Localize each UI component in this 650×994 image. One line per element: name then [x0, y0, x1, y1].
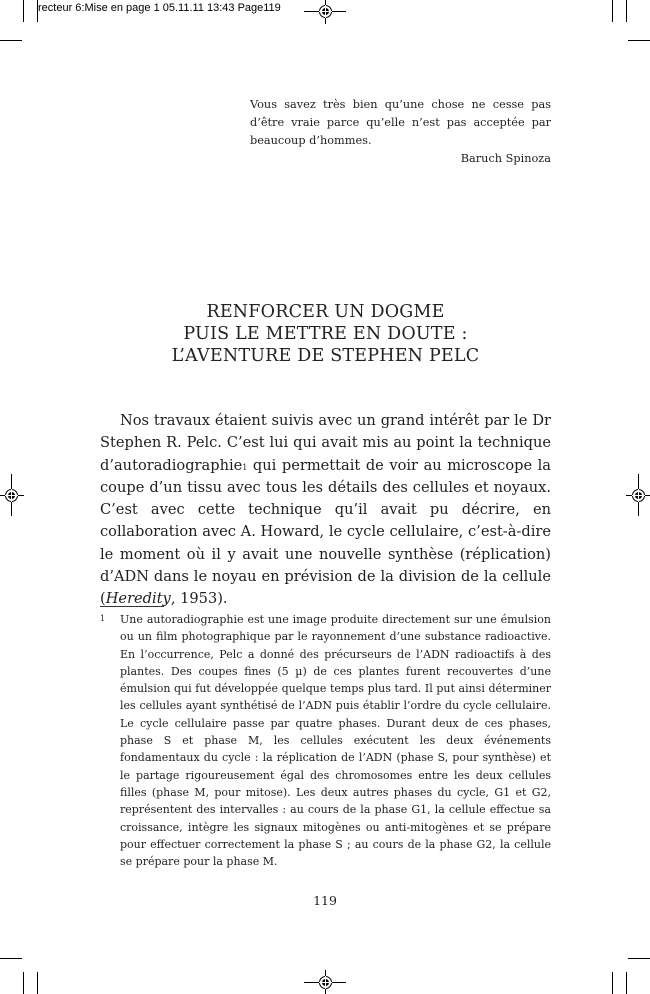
chapter-title-line: PUIS LE METTRE EN DOUTE : [183, 324, 468, 344]
chapter-title [100, 301, 551, 367]
chapter-title-line: L’AVENTURE DE STEPHEN PELC [171, 346, 480, 366]
citation-journal: Heredity [105, 590, 171, 608]
registration-target-icon [632, 489, 645, 502]
footnote-separator [100, 606, 164, 607]
body-text-part: Nos travaux étaient suivis avec un grand intérêt par le Dr Stephen R. Pelc. C’est lui qui avait mis au point la technique d’autoradiographie [100, 412, 551, 474]
epigraph-quote: Vous savez très bien qu’une chose ne cesse pas d’être vraie parce qu’elle n’est pas acceptée par beaucoup d’hommes. [250, 98, 551, 147]
page-number: 119 [313, 893, 337, 908]
body-paragraph [100, 410, 551, 611]
epigraph-author: Baruch Spinoza [460, 152, 551, 165]
registration-target-icon [319, 5, 332, 18]
footnote-number: 1 [100, 614, 106, 623]
footnote-text: Une autoradiographie est une image produite directement sur une émulsion ou un film photographique par le rayonnement d’une substance radioactive. En l’occurrence, Pelc a donné des précurseurs de l’ADN radioactifs à des plantes. Des coupes fines (5 µ) de ces plantes furent recouvertes d’une émulsion qui fut développée quelque temps plus tard. Il put ainsi déterminer les cellules ayant synthétisé de l’ADN puis établir l’ordre du cycle cellulaire. Le cycle cellulaire passe par quatre phases. Durant deux de ces phases, phase S et phase M, les cellules exécutent les deux événements fondamentaux du cycle : la réplication de l’ADN (phase S, pour synthèse) et le partage rigoureusement égal des chromosomes entre les deux cellules filles (phase M, pour mitose). Les deux autres phases du cycle, G1 et G2, représentent des intervalles : au cours de la phase G1, la cellule effectue sa croissance, intègre les signaux mitogènes ou anti-mitogènes et se prépare pour effectuer correctement la phase S ; au cours de la phase G2, la cellule se prépare pour la phase M. [120, 613, 551, 869]
citation-rest: , 1953). [170, 590, 228, 608]
epigraph [250, 96, 551, 168]
footnote-reference: 1 [242, 462, 248, 472]
registration-target-icon [5, 489, 18, 502]
registration-target-icon [319, 976, 332, 989]
chapter-title-line: RENFORCER UN DOGME [206, 302, 445, 322]
print-slug: recteur 6:Mise en page 1 05.11.11 13:43 Page119 [38, 2, 281, 14]
body-text-part: qui permettait de voir au microscope la coupe d’un tissu avec tous les détails des cellules et noyaux. C’est avec cette technique qu’il avait pu décrire, en collaboration avec A. Howard, le cycle cellulaire, c’est-à-dire le moment où il y avait une nouvelle synthèse (réplication) d’ADN dans le noyau en prévision de la division de la cellule ( [100, 456, 551, 608]
